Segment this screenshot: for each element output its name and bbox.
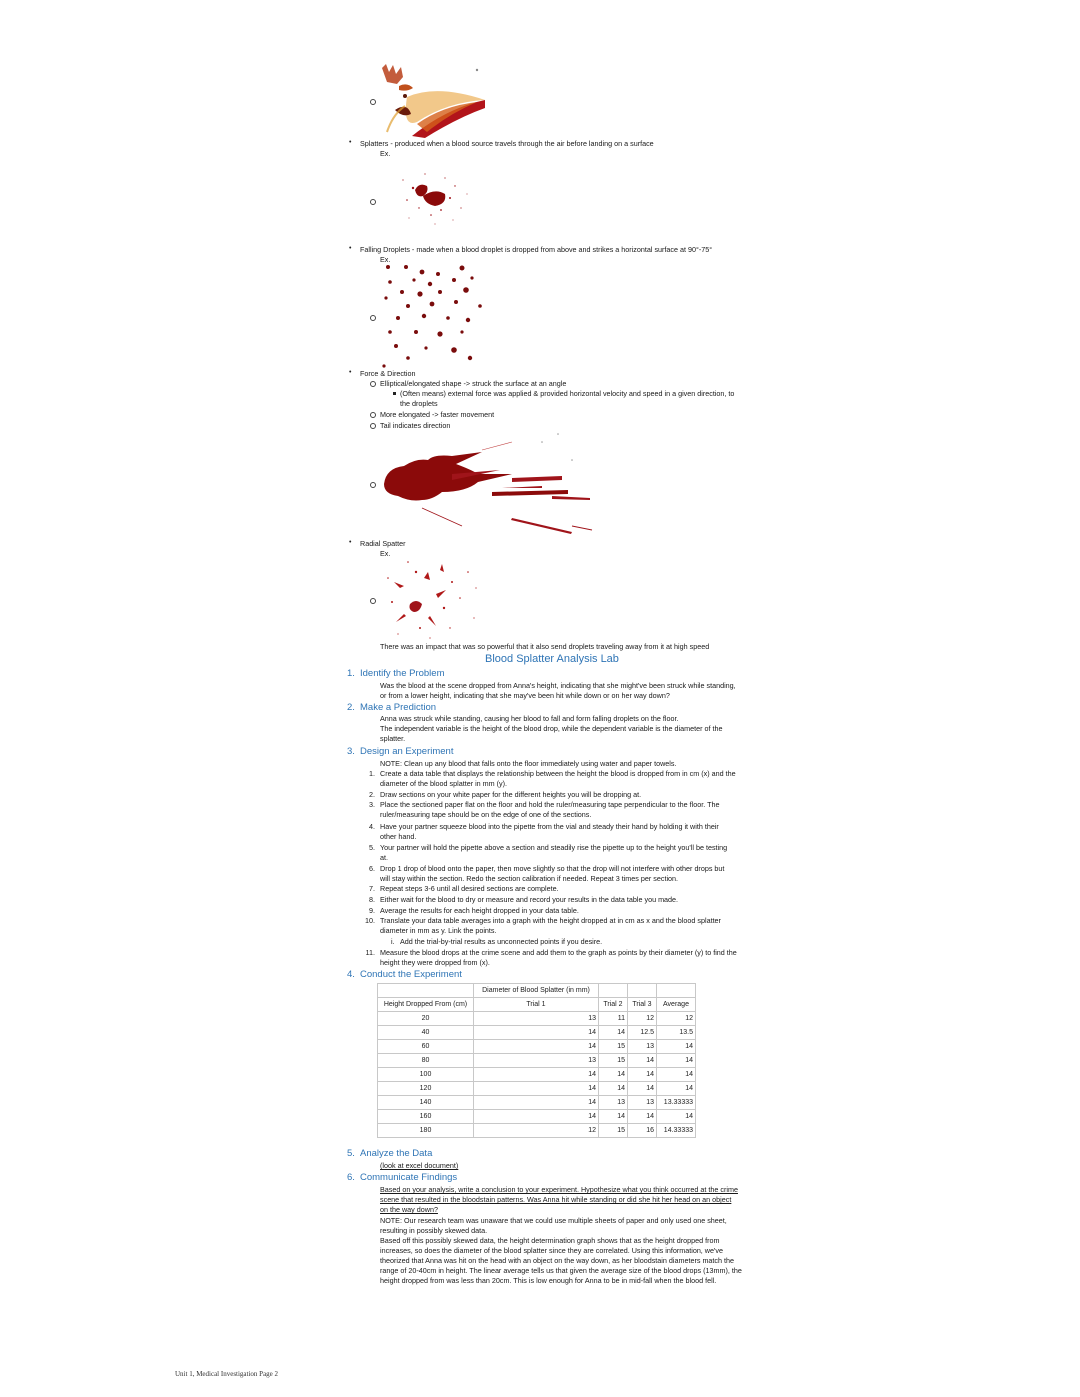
- height-cell: 160: [378, 1110, 474, 1124]
- example-label: Ex.: [380, 549, 391, 558]
- hollow-bullet: [370, 315, 376, 321]
- trial-cell: 13: [628, 1040, 657, 1054]
- column-header: Trial 3: [628, 998, 657, 1012]
- step-text: Translate your data table averages into a graph with the height dropped at in cm as x and the blood splatter: [380, 916, 721, 925]
- results-table: [377, 983, 696, 1138]
- height-cell: 120: [378, 1082, 474, 1096]
- trial-cell: 14: [628, 1068, 657, 1082]
- trial-cell: 14: [599, 1068, 628, 1082]
- force-subsub-item-cont: the droplets: [400, 399, 438, 408]
- column-header: Trial 1: [474, 998, 599, 1012]
- table-cell: [599, 984, 628, 998]
- trial-cell: 14: [474, 1110, 599, 1124]
- step-number: 5.: [369, 843, 375, 852]
- step-number: 11.: [365, 948, 375, 957]
- step-text: diameter of the blood splatter in mm (y).: [380, 779, 508, 788]
- average-cell: 14: [657, 1082, 696, 1096]
- table-row: [378, 1110, 696, 1124]
- trial-cell: 14: [599, 1082, 628, 1096]
- hollow-bullet: [370, 482, 376, 488]
- findings-text: increases, so does the diameter of the blood splatter since they are correlated. Using this information, we've: [380, 1246, 723, 1255]
- average-cell: 12: [657, 1012, 696, 1026]
- section-number: 1.: [347, 668, 355, 679]
- step-text: diameter in mm as y. Link the points.: [380, 926, 497, 935]
- page-footer: Unit 1, Medical Investigation Page 2: [175, 1370, 279, 1378]
- section-number: 2.: [347, 702, 355, 713]
- prediction-text: Anna was struck while standing, causing her blood to fall and form falling droplets on the floor.: [380, 714, 679, 723]
- findings-prompt: Based on your analysis, write a conclusion to your experiment. Hypothesize what you think occurred at the crime: [380, 1185, 738, 1194]
- height-cell: 40: [378, 1026, 474, 1040]
- column-header: Trial 2: [599, 998, 628, 1012]
- example-label: Ex.: [380, 255, 391, 264]
- step-text: Drop 1 drop of blood onto the paper, then move slightly so that the drop will not interfere with other drops but: [380, 864, 725, 873]
- force-sub-item: Tail indicates direction: [380, 421, 451, 430]
- substep-text: Add the trial-by-trial results as unconnected points if you desire.: [400, 937, 603, 946]
- height-cell: 20: [378, 1012, 474, 1026]
- section-heading-communicate-findings: Communicate Findings: [360, 1172, 458, 1183]
- section-number: 4.: [347, 969, 355, 980]
- section-heading-identify-problem: Identify the Problem: [360, 668, 445, 679]
- splatters-label: Splatters - produced when a blood source travels through the air before landing on a surface: [360, 139, 654, 148]
- step-text: Draw sections on your white paper for the different heights you will be dropping at.: [380, 790, 642, 799]
- trial-cell: 14: [628, 1082, 657, 1096]
- step-text: Place the sectioned paper flat on the floor and hold the ruler/measuring tape perpendicular to the floor. The: [380, 800, 720, 809]
- falling-droplets-image: [378, 262, 490, 370]
- example-label: Ex.: [380, 149, 391, 158]
- trial-cell: 14: [474, 1068, 599, 1082]
- force-sub-item: Elliptical/elongated shape -> struck the surface at an angle: [380, 379, 567, 388]
- trial-cell: 14: [474, 1082, 599, 1096]
- table-row: [378, 1096, 696, 1110]
- step-text: Your partner will hold the pipette above a section and steadily rise the pipette up to the height you'll be testing: [380, 843, 728, 852]
- trial-cell: 11: [599, 1012, 628, 1026]
- section-heading-conduct-experiment: Conduct the Experiment: [360, 969, 462, 980]
- trial-cell: 13: [474, 1054, 599, 1068]
- smeared-blood-image: [377, 62, 487, 138]
- trial-cell: 14: [599, 1026, 628, 1040]
- hollow-bullet: [370, 199, 376, 205]
- findings-prompt: scene that resulted in the bloodstain patterns. Was Anna hit while standing or did she hit her head on an object: [380, 1195, 732, 1204]
- table-group-header: Diameter of Blood Splatter (in mm): [474, 984, 599, 998]
- trial-cell: 12: [474, 1124, 599, 1138]
- step-number: 7.: [369, 884, 375, 893]
- step-number: 2.: [369, 790, 375, 799]
- table-header-row: [378, 998, 696, 1012]
- step-text: Average the results for each height dropped in your data table.: [380, 906, 579, 915]
- height-cell: 140: [378, 1096, 474, 1110]
- directional-splatter-image: [382, 430, 592, 540]
- table-row: [378, 1124, 696, 1138]
- hollow-bullet: [370, 423, 376, 429]
- substep-number: i.: [391, 937, 395, 946]
- prediction-text: splatter.: [380, 734, 406, 743]
- step-number: 8.: [369, 895, 375, 904]
- findings-text: Based off this possibly skewed data, the height determination graph shows that as the height dropped from: [380, 1236, 720, 1245]
- trial-cell: 13: [474, 1012, 599, 1026]
- average-cell: 14.33333: [657, 1124, 696, 1138]
- trial-cell: 13: [628, 1096, 657, 1110]
- step-number: 6.: [369, 864, 375, 873]
- bullet-dot: •: [349, 139, 352, 146]
- bullet-dot: •: [349, 539, 352, 546]
- bullet-dot: •: [349, 245, 352, 252]
- section-heading-make-prediction: Make a Prediction: [360, 702, 437, 713]
- step-number: 9.: [369, 906, 375, 915]
- average-cell: 14: [657, 1110, 696, 1124]
- step-number: 10.: [365, 916, 375, 925]
- trial-cell: 16: [628, 1124, 657, 1138]
- table-row: [378, 1012, 696, 1026]
- square-bullet: [393, 392, 396, 395]
- hollow-bullet: [370, 598, 376, 604]
- trial-cell: 13: [599, 1096, 628, 1110]
- table-group-header-row: [378, 984, 696, 998]
- hollow-bullet: [370, 99, 376, 105]
- force-subsub-item: (Often means) external force was applied & provided horizontal velocity and speed in a given direction, to: [400, 389, 735, 398]
- trial-cell: 15: [599, 1054, 628, 1068]
- step-text: will stay within the section. Redo the section calibration if needed. Repeat 3 times per section.: [380, 874, 679, 883]
- bullet-dot: •: [349, 369, 352, 376]
- table-cell: [378, 984, 474, 998]
- radial-spatter-caption: There was an impact that was so powerful that it also send droplets traveling away from it at high speed: [380, 642, 710, 651]
- experiment-note: NOTE: Clean up any blood that falls onto the floor immediately using water and paper towels.: [380, 759, 677, 768]
- table-cell: [628, 984, 657, 998]
- column-header: Height Dropped From (cm): [378, 998, 474, 1012]
- step-text: at.: [380, 853, 388, 862]
- trial-cell: 14: [474, 1040, 599, 1054]
- table-cell: [657, 984, 696, 998]
- force-direction-label: Force & Direction: [360, 369, 416, 378]
- step-text: ruler/measuring tape should be on the edge of one of the sections.: [380, 810, 592, 819]
- average-cell: 14: [657, 1054, 696, 1068]
- findings-prompt: on the way down?: [380, 1205, 438, 1214]
- average-cell: 14: [657, 1040, 696, 1054]
- height-cell: 100: [378, 1068, 474, 1082]
- falling-droplets-label: Falling Droplets - made when a blood droplet is dropped from above and strikes a horizontal surface at 90°-75°: [360, 245, 713, 254]
- findings-text: resulting in possibly skewed data.: [380, 1226, 488, 1235]
- height-cell: 60: [378, 1040, 474, 1054]
- hollow-bullet: [370, 381, 376, 387]
- trial-cell: 12: [628, 1012, 657, 1026]
- step-text: height they were dropped from (x).: [380, 958, 490, 967]
- force-sub-item: More elongated -> faster movement: [380, 410, 495, 419]
- trial-cell: 14: [599, 1110, 628, 1124]
- step-text: Have your partner squeeze blood into the pipette from the vial and steady their hand by holding it with their: [380, 822, 719, 831]
- hollow-bullet: [370, 412, 376, 418]
- findings-text: range of 20-40cm in height. The linear average tells us that given the average size of the blood drops (13mm), the: [380, 1266, 742, 1275]
- step-text: Measure the blood drops at the crime scene and add them to the graph as points by their diameter (y) to find the: [380, 948, 737, 957]
- table-row: [378, 1068, 696, 1082]
- section-number: 6.: [347, 1172, 355, 1183]
- height-cell: 80: [378, 1054, 474, 1068]
- table-row: [378, 1082, 696, 1096]
- findings-text: theorized that Anna was hit on the head with an object on the way down, as her bloodstain diameters match the: [380, 1256, 735, 1265]
- step-text: Either wait for the blood to dry or measure and record your results in the data table you made.: [380, 895, 679, 904]
- step-number: 4.: [369, 822, 375, 831]
- trial-cell: 14: [628, 1054, 657, 1068]
- trial-cell: 15: [599, 1040, 628, 1054]
- findings-text: height dropped from was less than 20cm. This is low enough for Anna to be in mid-fall when the blood fell.: [380, 1276, 717, 1285]
- step-number: 1.: [369, 769, 375, 778]
- splatter-image: [395, 160, 475, 235]
- step-text: other hand.: [380, 832, 417, 841]
- lab-title: Blood Splatter Analysis Lab: [485, 653, 619, 665]
- radial-spatter-label: Radial Spatter: [360, 539, 406, 548]
- radial-spatter-image: [380, 558, 485, 642]
- trial-cell: 14: [628, 1110, 657, 1124]
- problem-text: or from a lower height, indicating that she may've been hit while down or on her way down?: [380, 691, 670, 700]
- trial-cell: 14: [474, 1026, 599, 1040]
- section-heading-design-experiment: Design an Experiment: [360, 746, 454, 757]
- trial-cell: 15: [599, 1124, 628, 1138]
- average-cell: 13.5: [657, 1026, 696, 1040]
- average-cell: 14: [657, 1068, 696, 1082]
- step-text: Repeat steps 3-6 until all desired sections are complete.: [380, 884, 559, 893]
- step-number: 3.: [369, 800, 375, 809]
- table-row: [378, 1040, 696, 1054]
- column-header: Average: [657, 998, 696, 1012]
- average-cell: 13.33333: [657, 1096, 696, 1110]
- section-number: 3.: [347, 746, 355, 757]
- trial-cell: 12.5: [628, 1026, 657, 1040]
- table-row: [378, 1026, 696, 1040]
- findings-text: NOTE: Our research team was unaware that we could use multiple sheets of paper and only used one sheet,: [380, 1216, 727, 1225]
- trial-cell: 14: [474, 1096, 599, 1110]
- section-heading-analyze-data: Analyze the Data: [360, 1148, 433, 1159]
- excel-document-link[interactable]: (look at excel document): [380, 1161, 459, 1170]
- table-row: [378, 1054, 696, 1068]
- section-number: 5.: [347, 1148, 355, 1159]
- prediction-text: The independent variable is the height of the blood drop, while the dependent variable is the diameter of the: [380, 724, 723, 733]
- height-cell: 180: [378, 1124, 474, 1138]
- problem-text: Was the blood at the scene dropped from Anna's height, indicating that she might've been struck while standing,: [380, 681, 736, 690]
- step-text: Create a data table that displays the relationship between the height the blood is dropped from in cm (x) and the: [380, 769, 736, 778]
